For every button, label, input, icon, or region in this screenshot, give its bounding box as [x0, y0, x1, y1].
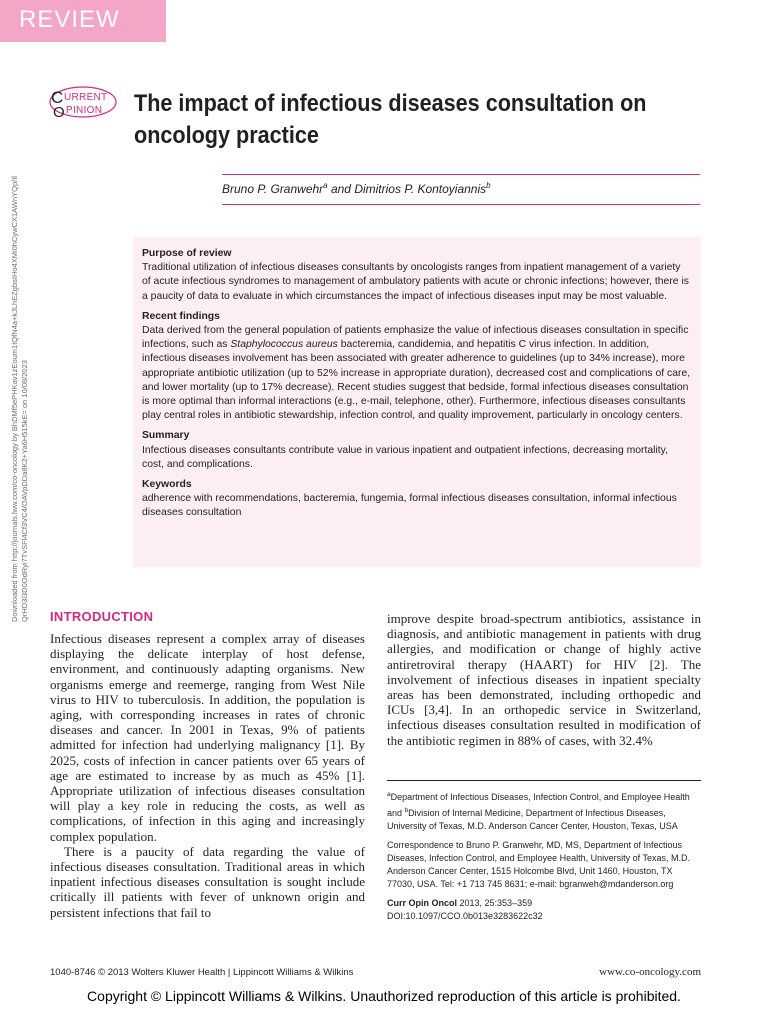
author-2-affil: b: [486, 181, 491, 190]
footer-website-link[interactable]: www.co-oncology.com: [599, 966, 701, 978]
purpose-text: Traditional utilization of infectious diseases consultants by oncologists ranges from inpatient management of a variety of acute infectious syndromes to management of ambulatory patients with acute or chronic infections; however, there is a paucity of data to evaluate in which circumstances the impact of infectious diseases input may be most valuable.: [142, 262, 689, 302]
citation: [387, 897, 701, 910]
svg-text:C: C: [51, 88, 64, 107]
review-label: REVIEW: [19, 6, 120, 33]
findings-text-part: Data derived from the general population of patients emphasize the value of infectious diseases consultation in specific infections, such as: [142, 325, 689, 351]
findings-organism: Staphylococcus aureus: [230, 339, 338, 351]
doi: DOI:10.1097/CCO.0b013e3283622c32: [387, 911, 543, 921]
abstract-box: [133, 237, 701, 567]
author-1: Bruno P. Granwehr: [222, 182, 324, 196]
authors: [222, 181, 491, 196]
introduction-heading: INTRODUCTION: [50, 609, 154, 624]
logo-text-opinion: PINION: [66, 105, 103, 116]
findings-text-part: bacteremia, candidemia, and hepatitis C virus infection. In addition, infectious diseases involvement has been associated with greater adherence to guidelines (up to 34% increase), more appropriate antibiotic utilization (up to 52% increase in appropriate duration), decreased cost and complications of care, and lower mortality (up to 17% decrease). Recent studies suggest that bedside, formal infectious diseases consultation is more optimal than informal interactions (e.g., e-mail, telephone, other). Furthermore, infectious diseases consultants play central roles in antibiotic stewardship, infection control, and quality improvement, particularly in oncology centers.: [142, 339, 691, 422]
footnote-rule: [387, 780, 701, 781]
findings-heading: Recent findings: [142, 310, 220, 322]
affil-marker-a: a: [387, 791, 391, 798]
footnotes: [387, 788, 701, 929]
current-opinion-logo: [48, 84, 118, 124]
journal-name: Curr Opin Oncol: [387, 898, 458, 908]
correspondence: Correspondence to Bruno P. Granwehr, MD, MS, Department of Infectious Diseases, Infection Control, and Employee Health, University of Texas, M.D. Anderson Cancer Center, 1515 Holcombe Blvd, Unit 1460, Houston, TX 77030, USA. Tel: +1 713 745 8631; e-mail: bgranweh@mdanderson.org: [387, 840, 690, 889]
summary-text: Infectious diseases consultants contribute value in various inpatient and outpatient infections, decreasing mortality, cost, and complications.: [142, 444, 668, 470]
keywords-heading: Keywords: [142, 479, 192, 491]
affiliation-b: Division of Internal Medicine, Department of Infectious Diseases, University of Texas, M.D. Anderson Cancer Center, Houston, Texas, USA: [387, 808, 678, 831]
affil-marker-b: b: [404, 807, 409, 814]
intro-paragraph-1: Infectious diseases represent a complex array of diseases displaying the delicate interplay of host defense, environment, and continuously adapting organisms. New organisms emerge and reemerge, ranging from West Nile virus to HIV to tuberculosis. In addition, the population is aging, with corresponding increases in rates of chronic diseases and cancer. In 2001 in Texas, 9% of patients admitted for infection had underlying malignancy [1]. By 2025, costs of infection in cancer patients over 65 years of age are estimated to increase by as much as 45% [1]. Appropriate utilization of infectious diseases consultation will play a key role in reducing the costs, as well as complications, of infection in this aging and increasingly complex population.: [50, 631, 365, 844]
keywords-text: adherence with recommendations, bacteremia, fungemia, formal infectious diseases consultation, informal infectious diseases consultation: [142, 493, 677, 519]
intro-paragraph-2: There is a paucity of data regarding the value of infectious diseases consultation. Traditional areas in which inpatient infectious diseases consultation is sought include critically ill patients with fever of unknown origin and persistent infections that fail to: [50, 843, 365, 920]
logo-text-current: URRENT: [64, 92, 108, 103]
purpose-heading: Purpose of review: [142, 248, 232, 259]
intro-paragraph-3: improve despite broad-spectrum antibiotics, assistance in diagnosis, and antibiotic management in patients with drug allergies, and modification or change of highly active antiretroviral therapy (HAART) for HIV [2]. The involvement of infectious diseases in inpatient specialty areas has been demonstrated, including orthopedic and ICUs [3,4]. In an orthopedic service in Switzerland, infectious diseases consultation resulted in modification of the antibiotic regimen in 88% of cases, with 32.4%: [387, 611, 701, 748]
body-column-right: [387, 611, 701, 748]
author-2: and Dimitrios P. Kontoyiannis: [327, 182, 487, 196]
review-tab: [0, 0, 166, 42]
footer-publisher: 1040-8746 © 2013 Wolters Kluwer Health | Lippincott Williams & Wilkins: [50, 967, 354, 978]
download-note: Downloaded from http://journals.lww.com/co-oncology by BhDMf5ePHKav1zEoum1tQfN4a+kJLhEZgbsIHo4XMi0hCywCX1AWnYQp/IlQrHD3i3D0OdRyi7TvSFl4Cf3VC4/OAVpDDa8K2+Ya6H515kE= on 10/08/2023: [10, 176, 29, 622]
title-rule-top: [222, 174, 700, 175]
affiliation-a: Department of Infectious Diseases, Infection Control, and Employee Health and: [387, 792, 690, 818]
article-title: The impact of infectious diseases consultation on oncology practice: [134, 90, 647, 149]
logo-ring-icon: [48, 84, 118, 124]
body-column-left: [50, 609, 365, 920]
title-rule-bottom: [222, 204, 700, 205]
copyright-notice: Copyright © Lippincott Williams & Wilkins. Unauthorized reproduction of this article is prohibited.: [87, 988, 681, 1004]
findings-text: [142, 324, 691, 423]
affiliations: [387, 788, 701, 833]
svg-text:O: O: [53, 104, 65, 121]
citation-details: 2013, 25:353–359: [457, 898, 533, 908]
summary-heading: Summary: [142, 430, 190, 442]
author-1-affil: a: [323, 181, 328, 190]
